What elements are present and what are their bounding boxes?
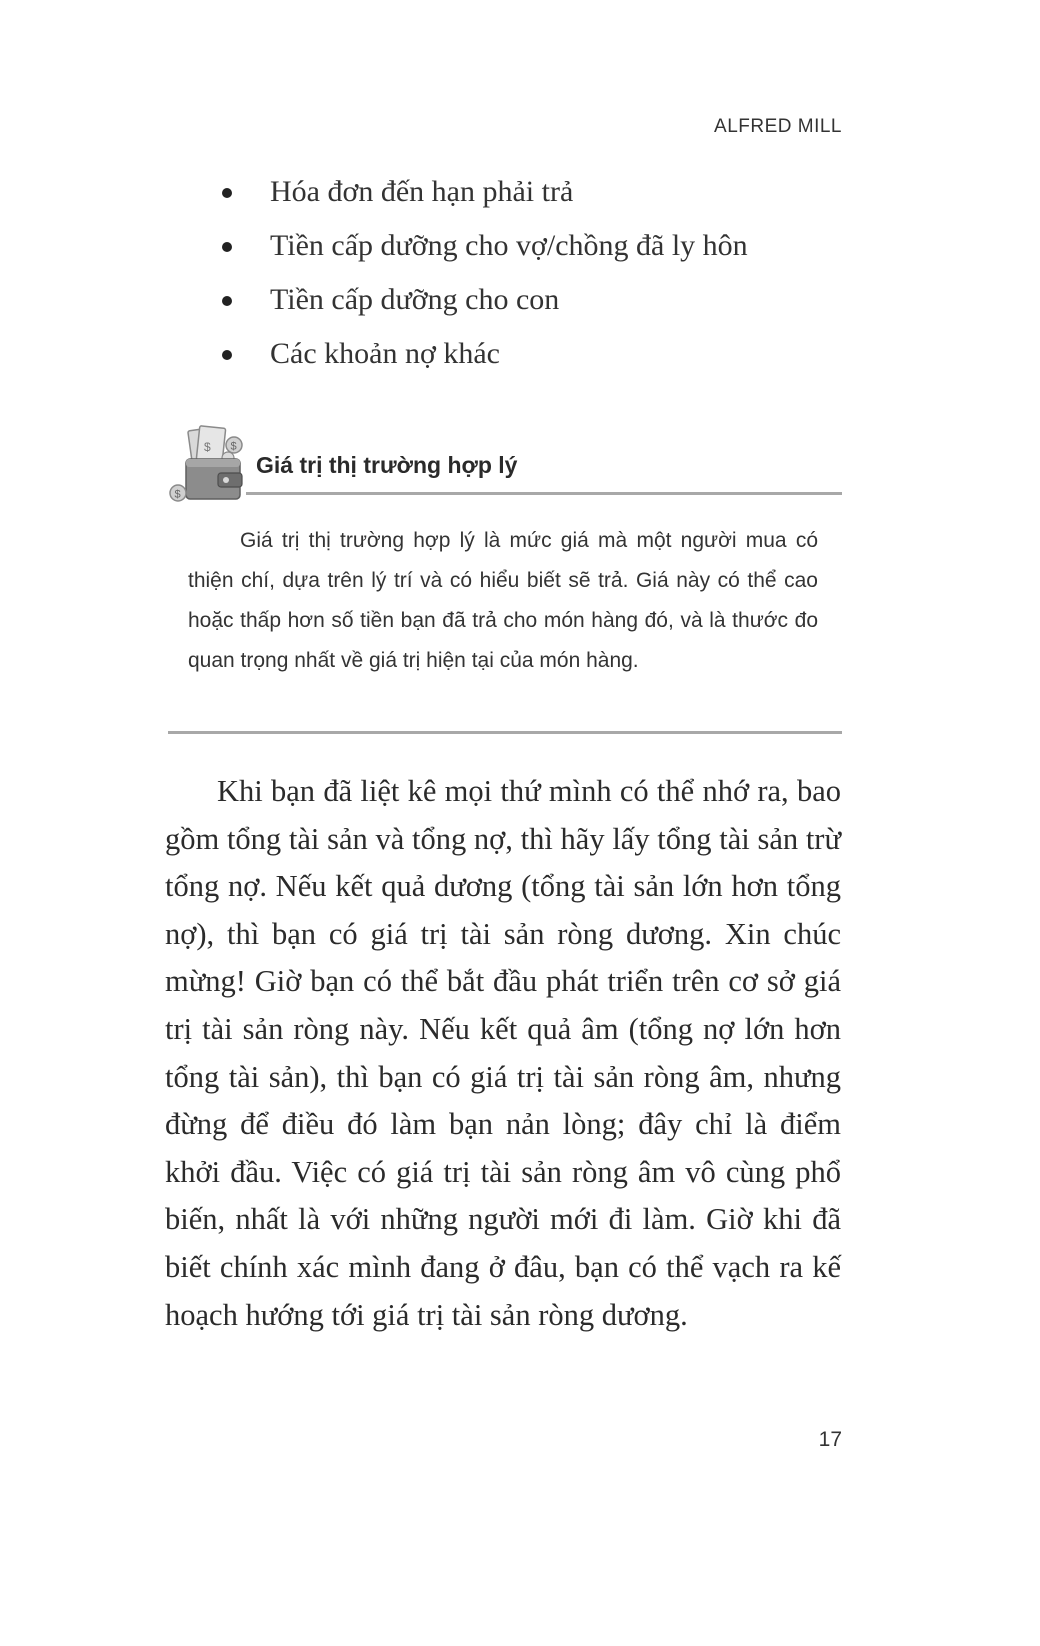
running-head: ALFRED MILL — [714, 116, 842, 137]
list-item — [220, 172, 748, 226]
callout-text: Giá trị thị trường hợp lý là mức giá mà một người mua có thiện chí, dựa trên lý trí và có hiểu biết sẽ trả. Giá này có thể cao hoặc thấp hơn số tiền bạn đã trả cho món hàng đó, và là thước đo quan trọng nhất về giá trị hiện tại của món hàng. — [188, 529, 818, 672]
list-item — [220, 334, 748, 388]
list-item-text: Các khoản nợ khác — [270, 337, 500, 370]
callout-top-rule — [246, 492, 842, 495]
list-item — [220, 280, 748, 334]
bullet-dot — [222, 188, 232, 198]
bullet-dot — [222, 242, 232, 252]
list-item-text: Tiền cấp dưỡng cho con — [270, 283, 560, 316]
bullet-list — [220, 172, 748, 388]
svg-text:$: $ — [174, 488, 181, 501]
list-item-text: Tiền cấp dưỡng cho vợ/chồng đã ly hôn — [270, 229, 748, 262]
bullet-dot — [222, 350, 232, 360]
body-paragraph: Khi bạn đã liệt kê mọi thứ mình có thể nhớ ra, bao gồm tổng tài sản và tổng nợ, thì hãy lấy tổng tài sản trừ tổng nợ. Nếu kết quả dương (tổng tài sản lớn hơn tổng nợ), thì bạn có giá trị tài sản ròng dương. Xin chúc mừng! Giờ bạn có thể bắt đầu phát triển trên cơ sở giá trị tài sản ròng này. Nếu kết quả âm (tổng nợ lớn hơn tổng tài sản), thì bạn có giá trị tài sản ròng âm, nhưng đừng để điều đó làm bạn nản lòng; đây chỉ là điểm khởi đầu. Việc có giá trị tài sản ròng âm vô cùng phổ biến, nhất là với những người mới đi làm. Giờ khi đã biết chính xác mình đang ở đâu, bạn có thể vạch ra kế hoạch hướng tới giá trị tài sản ròng dương. — [165, 774, 841, 1332]
callout-title: Giá trị thị trường hợp lý — [256, 452, 518, 478]
svg-text:$: $ — [204, 440, 211, 454]
wallet-money-icon — [168, 425, 246, 505]
callout-bottom-rule — [168, 731, 842, 734]
page-number: 17 — [818, 1428, 842, 1451]
list-item — [220, 226, 748, 280]
svg-text:$: $ — [230, 440, 237, 453]
bullet-dot — [222, 296, 232, 306]
list-item-text: Hóa đơn đến hạn phải trả — [270, 175, 574, 208]
